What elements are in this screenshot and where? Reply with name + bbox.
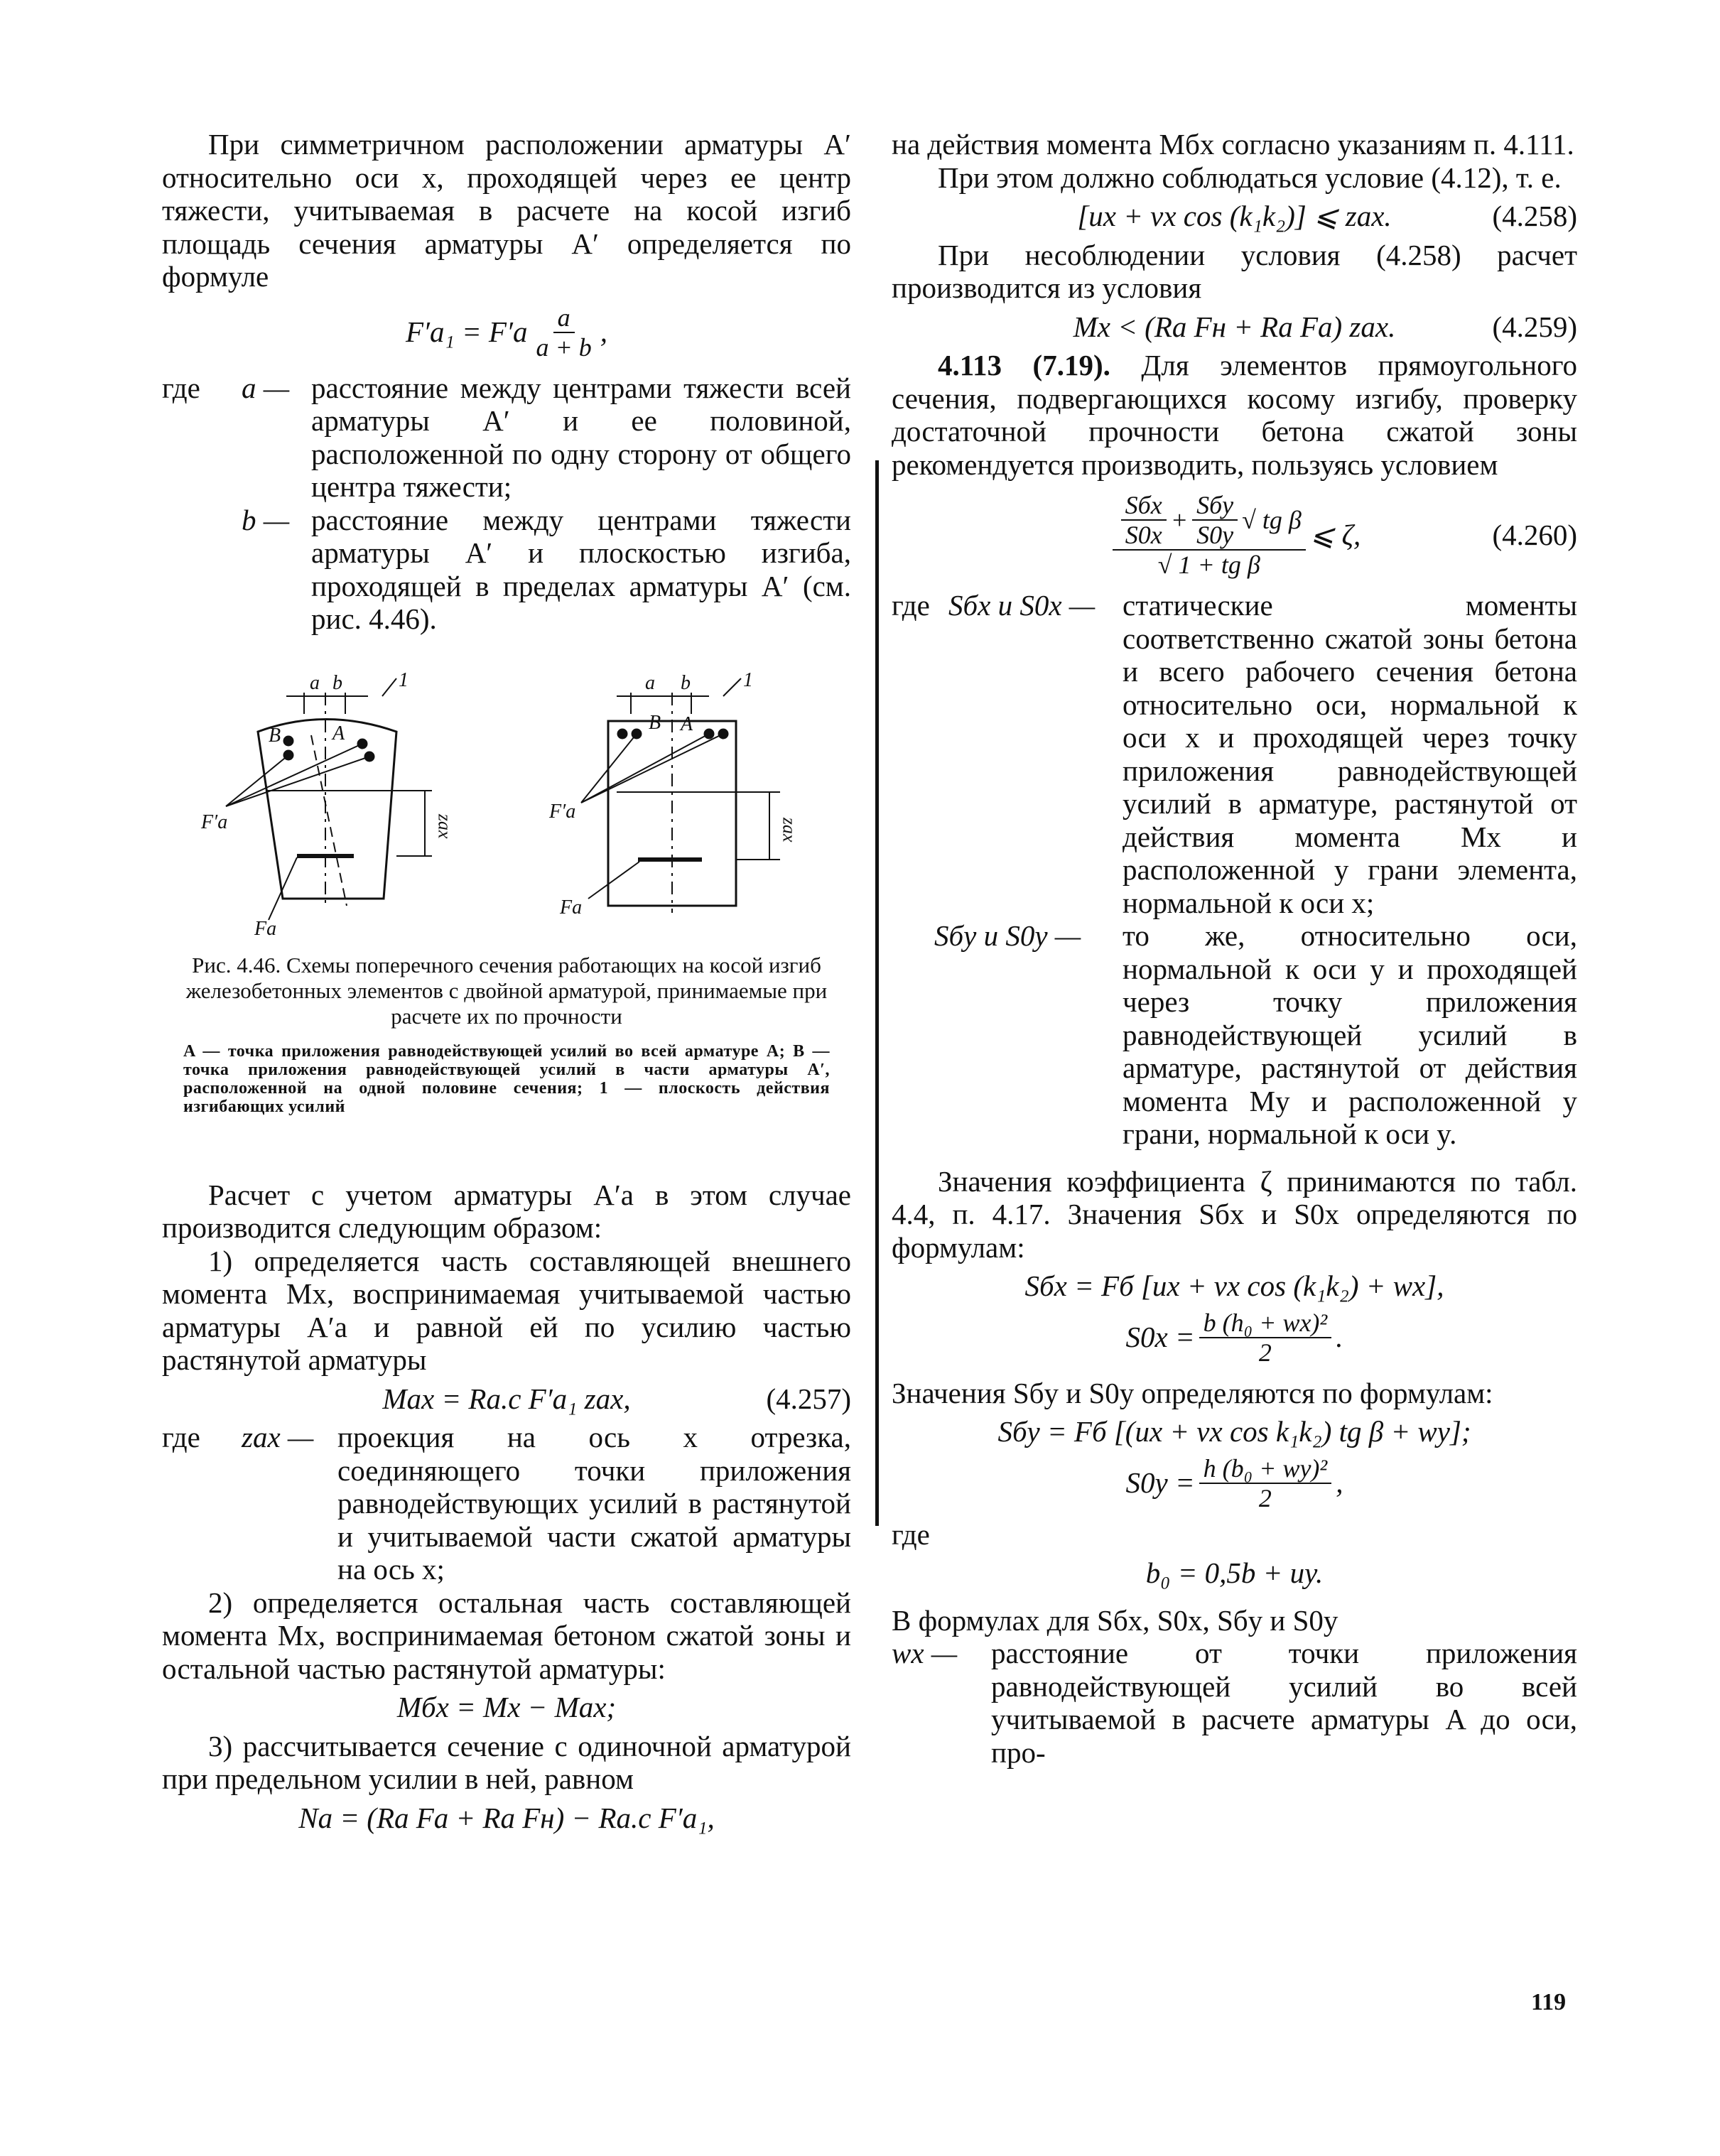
formula-4-260 (892, 491, 1577, 579)
where-label: где (162, 371, 200, 404)
page-number: 119 (1531, 1989, 1567, 2015)
caption-title: Рис. 4.46. Схемы поперечного сечения работающих на косой изгиб железобетонных элементов с двойной арматурой, принимаемые при расчете их по прочности (185, 952, 828, 1029)
denominator: S0x (1125, 521, 1162, 549)
numerator: a (553, 303, 575, 333)
formula-tail: , (1336, 1466, 1343, 1500)
numerator: Sбy (1192, 491, 1238, 521)
where-label: где (892, 1517, 930, 1551)
formula-4-257 (162, 1382, 851, 1416)
label-Fa-prime: F′a (201, 811, 228, 833)
label-a: a (310, 671, 320, 694)
definition-text: статические моменты соответственно сжатой зоны бетона и всего рабочего сечения бетона относительно оси, нормальной к оси x и проходящей через точку приложения равнодействующей усилий в арматуре, растянутой от действия момента Mx и расположенной у грани элемента, нормальной к оси x; (1123, 589, 1577, 919)
label-B-2: B (649, 711, 661, 734)
label-zax: zax (434, 813, 455, 839)
denominator: 2 (1258, 1338, 1272, 1367)
formula-body: Max = Ra.c F′a₁ zax, (382, 1382, 631, 1415)
formula-mbx (162, 1691, 851, 1724)
formula-b0 (892, 1556, 1577, 1590)
equation-number: (4.257) (766, 1382, 851, 1415)
definition-text: расстояние между центрами тяжести арматуры A′ и плоскостью изгиба, проходящей в пределах арматуры A′ (см. рис. 4.46). (311, 503, 851, 635)
paragraph (892, 349, 1577, 481)
equation-number: (4.260) (1492, 518, 1577, 551)
label-Fa-2: Fa (560, 896, 583, 919)
definition-sbx (892, 589, 1577, 919)
formula-lhs: S0x = (1125, 1321, 1195, 1354)
caption-legend: A — точка приложения равнодействующей усилий во всей арматуре A; B — точка приложения равнодействующей усилий в части арматуры A′, расположенной на одной половине сечения; 1 — плоскость действия изгибающих усилий (183, 1041, 830, 1116)
label-b-2: b (681, 671, 691, 694)
label-zax-2: zax (779, 817, 800, 843)
paragraph: Расчет с учетом арматуры A′a в этом случае производится следующим образом: (162, 1178, 851, 1244)
formula-na (162, 1802, 851, 1835)
definition-text: расстояние между центрами тяжести всей арматуры A′ и ее половиной, расположенной по одну сторону от общего центра тяжести; (311, 371, 851, 503)
definition-b (162, 504, 851, 636)
equation-number: (4.258) (1492, 200, 1577, 232)
paragraph: на действия момента Mбx согласно указаниям п. 4.111. (892, 128, 1574, 161)
numerator: b (h₀ + wx)² (1199, 1309, 1332, 1338)
root-term: √ tg β (1242, 506, 1302, 534)
numerator: Sбx (1121, 491, 1167, 521)
label-1-2: 1 (743, 668, 753, 691)
fraction (1192, 491, 1238, 549)
label-b: b (332, 671, 342, 694)
denominator: 2 (1258, 1483, 1272, 1512)
fraction (531, 303, 595, 362)
formula-lhs: S0y = (1125, 1466, 1195, 1500)
right-column (892, 128, 1577, 1769)
plus-sign: + (1170, 506, 1189, 534)
paragraph: 1) определяется часть составляющей внешнего момента Mx, воспринимаемая учитываемой частью арматуры A′a и равной ей по усилию частью растянутой арматуры (162, 1244, 851, 1376)
label-Fa: Fa (254, 917, 277, 940)
denominator: S0y (1196, 521, 1234, 549)
paragraph-text: Для элементов прямоугольного сечения, подвергающихся косому изгибу, проверку достаточной прочности бетона сжатой зоны рекомендуется производить, пользуясь условием (892, 349, 1577, 481)
definition-symbol: Sбx и S0x — (948, 589, 1096, 622)
fraction (1199, 1309, 1332, 1367)
numerator: h (b₀ + wy)² (1199, 1454, 1332, 1484)
formula-s0x (892, 1309, 1577, 1367)
formula-s0y (892, 1454, 1577, 1512)
paragraph: При этом должно соблюдаться условие (4.12), т. е. (938, 161, 1562, 194)
definition-text: то же, относительно оси, нормальной к оси y и проходящей через точку приложения равнодействующей усилий в арматуре, растянутой от действия момента My и расположенной у грани, нормальной к оси y. (1123, 919, 1577, 1150)
label-1: 1 (399, 668, 409, 691)
definition-symbol: b — (242, 503, 290, 536)
denominator: a + b (536, 332, 592, 362)
formula-body: Mx < (Ra Fн + Ra Fa) zax. (1073, 310, 1396, 343)
formula-sby (892, 1415, 1577, 1448)
formula-body: Sбx = Fб [ux + vx cos (k₁k₂) + wx], (1024, 1269, 1444, 1302)
formula-tail: . (1336, 1321, 1343, 1354)
definition-symbol: wx — (892, 1637, 958, 1669)
formula-body: [ux + vx cos (k₁k₂)] ⩽ zax. (1077, 200, 1392, 232)
paragraph: Значения коэффициента ζ принимаются по табл. 4.4, п. 4.17. Значения Sбx и S0x определяются по формулам: (892, 1164, 1577, 1264)
formula-4-258 (892, 200, 1577, 233)
label-A-2: A (681, 713, 693, 735)
paragraph: При симметричном расположении арматуры A′ относительно оси x, проходящей через ее центр тяжести, учитываемая в расчете на косой изгиб площадь сечения арматуры A′ определяется по формуле (162, 128, 851, 293)
formula-body: Sбy = Fб [(ux + vx cos k₁k₂) tg β + wy]; (997, 1415, 1471, 1448)
relation: ⩽ ζ, (1309, 518, 1361, 551)
fraction (1121, 491, 1167, 549)
label-a-2: a (645, 671, 655, 694)
equation-number: (4.259) (1492, 310, 1577, 343)
paragraph: В формулах для Sбx, S0x, Sбy и S0y (892, 1603, 1338, 1637)
formula-body: Mбx = Mx − Max; (396, 1691, 617, 1723)
section-number: 4.113 (7.19). (938, 349, 1110, 381)
where-label: где (162, 1421, 200, 1453)
fraction (1199, 1454, 1332, 1512)
paragraph: Значения Sбy и S0y определяются по формулам: (892, 1376, 1493, 1409)
trapezoid-section (226, 678, 432, 920)
definition-sby (892, 919, 1577, 1151)
formula-tail: , (600, 315, 607, 349)
formula-4-259 (892, 310, 1577, 344)
definition-wx (892, 1637, 1577, 1769)
definition-text: проекция на ось x отрезка, соединяющего точки приложения равнодействующих усилий в растянутой и учитываемой части сжатой арматуры на ось x; (337, 1421, 851, 1586)
definition-symbol: Sбy и S0y — (934, 919, 1081, 952)
formula-f-a1 (162, 303, 851, 362)
formula-sbx (892, 1269, 1577, 1303)
definition-zax (162, 1421, 851, 1586)
formula-body: Na = (Ra Fa + Ra Fн) − Ra.c F′a₁, (298, 1801, 715, 1834)
formula-lhs: F′a₁ = F′a (406, 315, 528, 349)
label-A: A (332, 722, 345, 744)
where-label: где (892, 589, 930, 622)
definition-a (162, 372, 851, 504)
cross-section-diagrams (162, 664, 851, 934)
big-denominator: √ 1 + tg β (1157, 551, 1260, 579)
big-fraction (1113, 491, 1306, 579)
paragraph: 3) рассчитывается сечение с одиночной арматурой при предельном усилии в ней, равном (162, 1729, 851, 1795)
formula-body: b₀ = 0,5b + uy. (1145, 1556, 1324, 1589)
margin-bar (875, 460, 879, 1526)
figure-4-46 (162, 664, 851, 940)
paragraph: При несоблюдении условия (4.258) расчет производится из условия (892, 238, 1577, 304)
definition-symbol: a — (242, 371, 290, 404)
definition-symbol: zax — (242, 1421, 314, 1453)
big-numerator (1113, 491, 1306, 551)
figure-caption (162, 953, 851, 1116)
definition-text: расстояние от точки приложения равнодействующей усилий во всей учитываемой в расчете арматуры A до оси, про- (991, 1637, 1577, 1769)
paragraph: 2) определяется остальная часть составляющей момента Mx, воспринимаемая бетоном сжатой зоны и остальной частью растянутой арматуры: (162, 1586, 851, 1685)
label-Fa-prime-2: F′a (549, 800, 576, 823)
left-column (162, 128, 851, 1840)
label-B: B (269, 724, 281, 747)
